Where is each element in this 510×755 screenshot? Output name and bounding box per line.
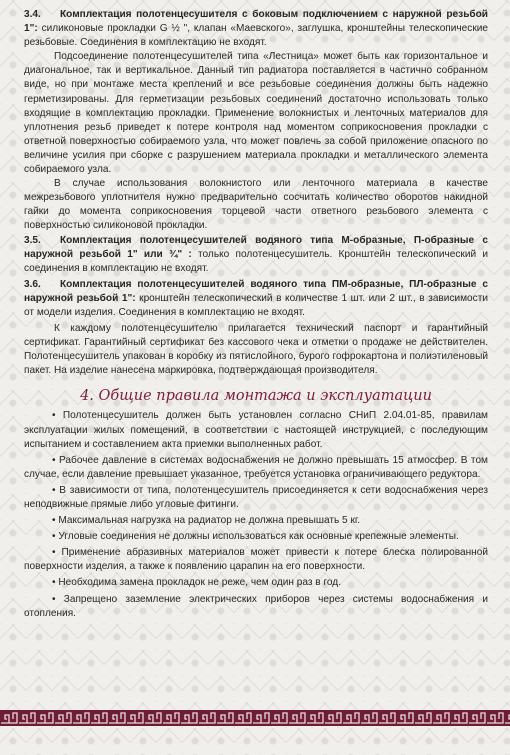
section-number: 3.5. bbox=[24, 234, 41, 246]
list-item: • Полотенцесушитель должен быть установлен согласно СНиП 2.04.01-85, правилам эксплуатации жилых помещений, в соответствии с настоящей инструкцией, с последующим испытанием и составлением акта приемки выполненных работ. bbox=[24, 410, 488, 450]
list-item: • Применение абразивных материалов может привести к потере блеска полированной поверхности изделия, а также к появлению царапин на его поверхности. bbox=[24, 547, 488, 573]
section-number: 3.4. bbox=[24, 9, 41, 20]
section-number: 3.6. bbox=[24, 278, 41, 290]
paragraph-fiber-sealant: В случае использования волокнистого или ленточного материала в качестве межрезьбового уплотнителя нужно предварительно сосчитать количество оборотов накидной гайки до момента соприкосновения торцевой части ответного резьбового элемента с поверхностью силиконовой прокладки. bbox=[24, 178, 488, 232]
section-heading: Комплектация полотенцесушителя с боковым подключением с наружной резьбой 1": bbox=[24, 9, 488, 35]
section-heading: Комплектация полотенцесушителей водяного типа ПМ-образные, ПЛ-образные с наружной резьбой 1": bbox=[24, 278, 488, 304]
list-item: • Запрещено заземление электрических приборов через системы водоснабжения и отопления. bbox=[24, 593, 488, 619]
section-3-6 bbox=[24, 278, 488, 320]
paragraph-ladder-connection: Подсоединение полотенцесушителей типа «Лестница» может быть как горизонтальное и диагональное, так и вертикальное. Данный тип радиатора поставляется в частично собранном виде, но при монтаже места креплений и все резьбовые соединения должны быть надежно герметизированы. Для герметизации резьбовых соединений достаточно использовать только входящие в комплектацию прокладки. Применение волокнистых и ленточных материалов для уплотнения резьб приведет к потере контроля над моментом соприкосновения прокладки с ответной поверхностью собираемого узла, что может повлечь за собой приложение опасного по величине усилия при сборке с разрушением материала прокладки и металлического элемента собираемого узла. bbox=[24, 51, 488, 176]
section-3-4 bbox=[24, 8, 488, 50]
list-item: • Угловые соединения не должны использоваться как основные крепежные элементы. bbox=[52, 531, 459, 543]
section-lead: кронштейн телескопический в количестве 1 шт. или 2 шт., в зависимости от модели изделия. Соединения в комплектацию не входят. bbox=[24, 292, 488, 318]
paragraph-passport-packaging: К каждому полотенцесушителю прилагается технический паспорт и гарантийный сертификат. Гарантийный сертификат без кассового чека и отметки о продаже не действителен. Полотенцесушитель упакован в коробку из пятислойного, бурого гофрокартона и полиэтиленовый пакет. На изделие нанесена маркировка, подтверждающая производителя. bbox=[24, 323, 488, 377]
section-lead: силиконовые прокладки G ½ ", клапан «Маевского», заглушка, кронштейны телескопические резьбовые. Соединения в комплектацию не входят. bbox=[24, 23, 488, 49]
list-item: • В зависимости от типа, полотенцесушитель присоединяется к сети водоснабжения через неподвижные прямые либо угловые фитинги. bbox=[24, 484, 488, 510]
meander-pattern-icon bbox=[0, 710, 510, 726]
section-3-5 bbox=[24, 234, 488, 276]
section-heading: Комплектация полотенцесушителей водяного типа М-образные, П-образные с наружной резьбой 1" или ¾" : bbox=[24, 234, 488, 260]
decorative-border bbox=[0, 710, 510, 726]
section-lead: только полотенцесушитель. Кронштейн телескопический и соединения в комплектацию не входят. bbox=[24, 248, 488, 274]
list-item: • Необходима замена прокладок не реже, чем один раз в год. bbox=[52, 577, 342, 589]
list-item: • Максимальная нагрузка на радиатор не должна превышать 5 кг. bbox=[52, 515, 361, 527]
document-body bbox=[24, 8, 488, 623]
section-4-title: 4. Общие правила монтажа и эксплуатации bbox=[80, 388, 432, 405]
rules-list bbox=[24, 409, 488, 620]
list-item: • Рабочее давление в системах водоснабжения не должно превышать 15 атмосфер. В том случае, если давление превышает указанное, требуется установка ограничивающего редуктора. bbox=[24, 454, 488, 480]
